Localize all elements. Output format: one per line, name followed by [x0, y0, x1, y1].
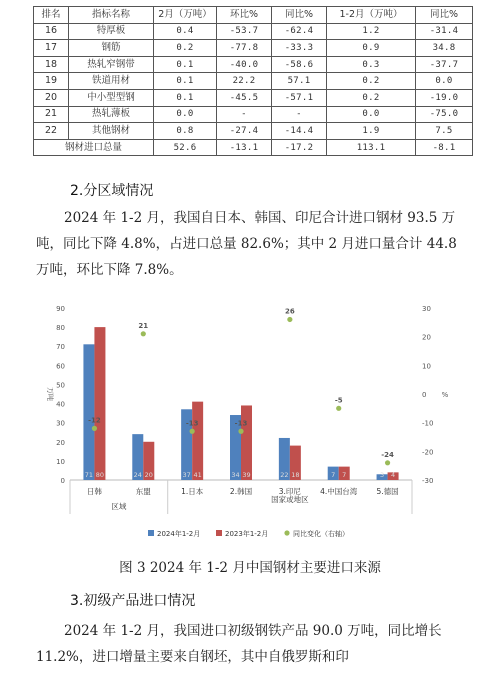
- cell: 0.3: [327, 56, 416, 73]
- cell: -31.4: [416, 23, 473, 40]
- header-indicator: 指标名称: [69, 7, 154, 24]
- y-tick-left: 10: [56, 457, 65, 466]
- y-tick-right: -20: [422, 448, 434, 457]
- header-yoy: 同比%: [272, 7, 327, 24]
- y-tick-left: 80: [56, 324, 65, 333]
- cell: -: [272, 106, 327, 123]
- paragraph-text: 2024 年 1-2 月，我国进口初级钢铁产品 90.0 万吨，同比增长 11.2%，进口增量主要来自钢坯，其中自俄罗斯和印: [36, 623, 442, 665]
- cell: 热轧窄钢带: [69, 56, 154, 73]
- table-row: [34, 89, 473, 106]
- table-header-row: [34, 7, 473, 24]
- cell: 0.0: [154, 106, 217, 123]
- x-tick-label: 3.印尼: [278, 487, 301, 496]
- table-row: [34, 123, 473, 140]
- import-sources-chart: [40, 300, 460, 550]
- cell: 0.0: [327, 106, 416, 123]
- cell: 0.8: [154, 123, 217, 140]
- cell: 0.4: [154, 23, 217, 40]
- chart-legend: [148, 529, 349, 538]
- cell: 22.2: [217, 73, 272, 90]
- cell: 16: [34, 23, 69, 40]
- cell: 1.9: [327, 123, 416, 140]
- y-axis-label-right: %: [441, 391, 449, 399]
- cell: -8.1: [416, 139, 473, 156]
- x-tick-label: 2.韩国: [229, 487, 253, 496]
- section-paragraph-primary: [36, 618, 464, 670]
- y-tick-left: 50: [56, 381, 65, 390]
- cell: -14.4: [272, 123, 327, 140]
- cell: 其他钢材: [69, 123, 154, 140]
- yoy-value-label: 26: [284, 307, 295, 316]
- group-label: 国家或地区: [271, 495, 309, 504]
- bar: [192, 402, 203, 480]
- yoy-dot: [141, 331, 146, 336]
- cell: -53.7: [217, 23, 272, 40]
- bar-value-label: 71: [84, 471, 94, 479]
- header-mom: 环比%: [217, 7, 272, 24]
- x-tick-label: 1.日本: [181, 487, 204, 496]
- cell: -75.0: [416, 106, 473, 123]
- table-row: [34, 56, 473, 73]
- bar-value-label: 80: [95, 471, 105, 479]
- y-tick-right: 10: [422, 362, 431, 371]
- cell: 17: [34, 40, 69, 57]
- cell: 铁道用材: [69, 73, 154, 90]
- cell: -45.5: [217, 89, 272, 106]
- yoy-dot: [92, 426, 97, 431]
- y-tick-right: -10: [422, 419, 434, 428]
- yoy-value-label: -13: [234, 419, 248, 428]
- cell: -40.0: [217, 56, 272, 73]
- table-row: [34, 40, 473, 57]
- yoy-dot: [385, 460, 390, 465]
- cell: 19: [34, 73, 69, 90]
- cell: 34.8: [416, 40, 473, 57]
- bar-value-label: 7: [331, 471, 336, 479]
- cell: 钢筋: [69, 40, 154, 57]
- cell: 52.6: [154, 139, 217, 156]
- paragraph-text: 2024 年 1-2 月，我国自日本、韩国、印尼合计进口钢材 93.5 万吨，同比下降 4.8%，占进口总量 82.6%；其中 2 月进口量合计 44.8 万吨，环比下降 7.8%。: [36, 210, 457, 278]
- table-row: [34, 23, 473, 40]
- header-feb: 2月（万吨）: [154, 7, 217, 24]
- cell: 0.1: [154, 89, 217, 106]
- bar: [94, 327, 105, 480]
- header-rank: 排名: [34, 7, 69, 24]
- cell: -19.0: [416, 89, 473, 106]
- section-paragraph-regions: [36, 205, 464, 283]
- cell: 0.2: [327, 89, 416, 106]
- y-tick-left: 20: [56, 438, 65, 447]
- y-tick-right: 30: [422, 305, 431, 313]
- yoy-dot: [238, 429, 243, 434]
- cell: 中小型型钢: [69, 89, 154, 106]
- bar-value-label: 37: [182, 471, 191, 479]
- cell: 22: [34, 123, 69, 140]
- cell: 0.2: [154, 40, 217, 57]
- bar-value-label: 41: [193, 471, 202, 479]
- cell: 0.1: [154, 73, 217, 90]
- y-tick-left: 70: [56, 343, 65, 352]
- cell: 0.9: [327, 40, 416, 57]
- group-label: 区域: [111, 502, 127, 511]
- x-tick-label: 日韩: [86, 487, 102, 496]
- cell: 热轧薄板: [69, 106, 154, 123]
- y-tick-left: 30: [56, 419, 65, 428]
- cell: -58.6: [272, 56, 327, 73]
- cell: -77.8: [217, 40, 272, 57]
- header-yoy-cum: 同比%: [416, 7, 473, 24]
- cell: -57.1: [272, 89, 327, 106]
- y-tick-left: 90: [56, 305, 65, 313]
- bar-value-label: 24: [133, 471, 142, 479]
- cell: 21: [34, 106, 69, 123]
- y-axis-label-left: 万吨: [46, 387, 54, 401]
- cell: -33.3: [272, 40, 327, 57]
- table-row: [34, 106, 473, 123]
- chart-bars: [83, 327, 398, 480]
- cell: -62.4: [272, 23, 327, 40]
- cell: -37.7: [416, 56, 473, 73]
- cell: 1.2: [327, 23, 416, 40]
- bar-value-label: 3: [380, 471, 385, 479]
- yoy-dot: [287, 317, 292, 322]
- y-tick-left: 40: [56, 400, 65, 409]
- legend-swatch: [148, 530, 154, 536]
- steel-import-table: [33, 6, 473, 156]
- y-tick-right: 0: [422, 391, 427, 399]
- yoy-dot: [336, 406, 341, 411]
- table-row: [34, 73, 473, 90]
- section-heading-primary: 3.初级产品进口情况: [70, 593, 196, 609]
- bar-value-label: 7: [342, 471, 347, 479]
- yoy-dot: [190, 429, 195, 434]
- cell: 0.1: [154, 56, 217, 73]
- legend-swatch: [284, 530, 289, 535]
- legend-swatch: [216, 530, 222, 536]
- cell: -: [217, 106, 272, 123]
- y-tick-left: 0: [60, 477, 65, 485]
- cell: -13.1: [217, 139, 272, 156]
- bar: [83, 344, 94, 480]
- bar-value-label: 22: [280, 471, 289, 479]
- cell: 20: [34, 89, 69, 106]
- bar-value-label: 18: [291, 471, 300, 479]
- cell: 113.1: [327, 139, 416, 156]
- cell: -17.2: [272, 139, 327, 156]
- x-tick-label: 东盟: [135, 487, 151, 496]
- legend-label: 2023年1-2月: [225, 530, 269, 538]
- yoy-value-label: -12: [88, 416, 101, 425]
- cell: 18: [34, 56, 69, 73]
- x-tick-label: 5.德国: [376, 487, 399, 496]
- y-tick-right: 20: [422, 333, 431, 342]
- header-jan-feb: 1-2月（万吨）: [327, 7, 416, 24]
- table-total-row: [34, 139, 473, 156]
- bar: [241, 405, 252, 480]
- yoy-value-label: -24: [381, 450, 394, 459]
- figure-caption: 图 3 2024 年 1-2 月中国钢材主要进口来源: [119, 560, 381, 576]
- legend-label: 同比变化（右轴）: [293, 530, 349, 538]
- legend-label: 2024年1-2月: [157, 530, 201, 538]
- x-tick-label: 4.中国台湾: [320, 487, 358, 496]
- bar-value-label: 39: [242, 471, 251, 479]
- total-label: 钢材进口总量: [34, 139, 154, 156]
- cell: 57.1: [272, 73, 327, 90]
- y-tick-right: -30: [422, 477, 434, 485]
- cell: 0.2: [327, 73, 416, 90]
- bar-value-label: 34: [231, 471, 240, 479]
- y-tick-left: 60: [56, 362, 65, 371]
- bar-value-label: 20: [144, 471, 153, 479]
- cell: 0.0: [416, 73, 473, 90]
- bar-value-label: 4: [391, 471, 396, 479]
- cell: 7.5: [416, 123, 473, 140]
- cell: -27.4: [217, 123, 272, 140]
- yoy-value-label: 21: [138, 321, 149, 330]
- yoy-value-label: -13: [185, 419, 199, 428]
- section-heading-regions: 2.分区域情况: [70, 183, 154, 199]
- cell: 特厚板: [69, 23, 154, 40]
- yoy-value-label: -5: [334, 396, 343, 405]
